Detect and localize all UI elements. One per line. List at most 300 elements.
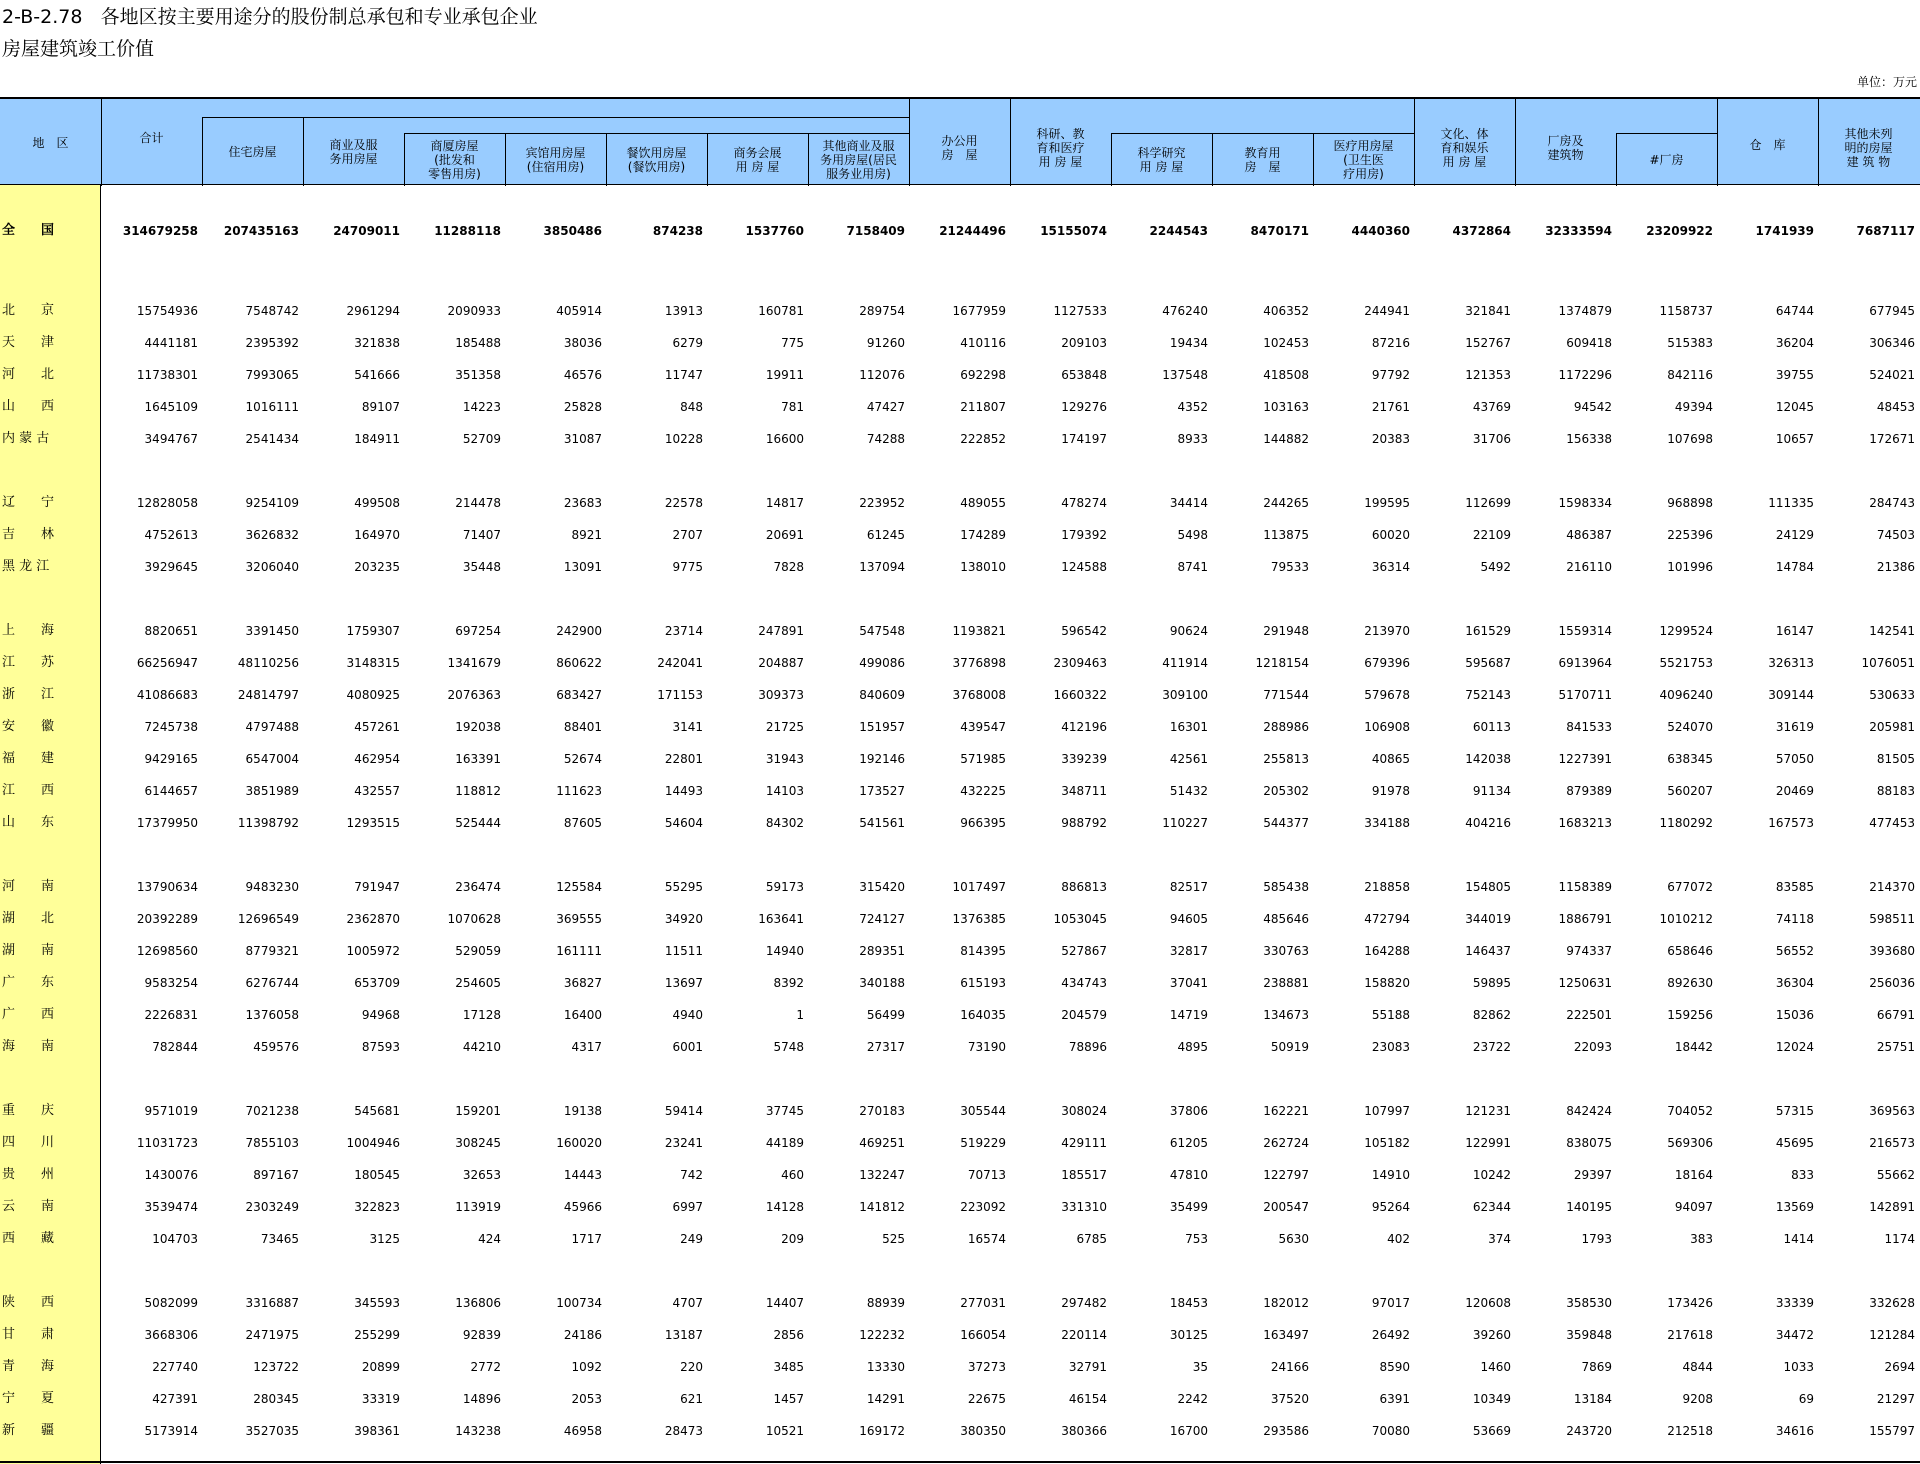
- value-cell: 842424: [1566, 1104, 1612, 1118]
- value-cell: 59414: [664, 1104, 703, 1118]
- value-cell: 123722: [253, 1360, 299, 1374]
- value-cell: 17128: [462, 1008, 501, 1022]
- value-cell: 9429165: [144, 752, 198, 766]
- value-cell: 374: [1488, 1232, 1511, 1246]
- value-cell: 22093: [1573, 1040, 1612, 1054]
- region-name: 上 海: [2, 623, 55, 638]
- region-name: 山 西: [2, 399, 55, 414]
- value-cell: 132247: [859, 1168, 905, 1182]
- value-cell: 137094: [859, 560, 905, 574]
- value-cell: 71407: [462, 528, 501, 542]
- table-row: [0, 967, 1920, 999]
- value-cell: 2362870: [346, 912, 400, 926]
- value-cell: 897167: [253, 1168, 299, 1182]
- value-cell: 289754: [859, 304, 905, 318]
- value-cell: 37520: [1270, 1392, 1309, 1406]
- value-cell: 57050: [1775, 752, 1814, 766]
- region-name: 重 庆: [2, 1103, 55, 1118]
- value-cell: 638345: [1667, 752, 1713, 766]
- value-cell: 3206040: [245, 560, 299, 574]
- table-row: [0, 775, 1920, 807]
- value-cell: 291948: [1263, 624, 1309, 638]
- table-row: [0, 1319, 1920, 1351]
- value-cell: 4895: [1177, 1040, 1208, 1054]
- value-cell: 18164: [1674, 1168, 1713, 1182]
- value-cell: 11738301: [136, 368, 198, 382]
- value-cell: 42561: [1169, 752, 1208, 766]
- value-cell: 4940: [672, 1008, 703, 1022]
- region-name: 广 西: [2, 1007, 55, 1022]
- value-cell: 112076: [859, 368, 905, 382]
- value-cell: 974337: [1566, 944, 1612, 958]
- value-cell: 87216: [1371, 336, 1410, 350]
- value-cell: 14817: [765, 496, 804, 510]
- value-cell: 579678: [1364, 688, 1410, 702]
- value-cell: 598511: [1869, 912, 1915, 926]
- header-factory-sub: #厂房: [1649, 152, 1684, 167]
- value-cell: 16400: [563, 1008, 602, 1022]
- header-office: 办公用 房 屋: [941, 133, 978, 162]
- value-cell: 833: [1791, 1168, 1814, 1182]
- value-cell: 5521753: [1659, 656, 1713, 670]
- value-cell: 1016111: [245, 400, 299, 414]
- table-row: [0, 1031, 1920, 1063]
- value-cell: 2309463: [1053, 656, 1107, 670]
- region-name: 湖 北: [2, 911, 55, 926]
- value-cell: 7687117: [1856, 224, 1915, 238]
- value-cell: 1537760: [745, 224, 804, 238]
- value-cell: 242041: [657, 656, 703, 670]
- value-cell: 48453: [1876, 400, 1915, 414]
- value-cell: 23083: [1371, 1040, 1410, 1054]
- value-cell: 44210: [462, 1040, 501, 1054]
- value-cell: 462954: [354, 752, 400, 766]
- value-cell: 7158409: [846, 224, 905, 238]
- table-row: [0, 1191, 1920, 1223]
- value-cell: 1172296: [1558, 368, 1612, 382]
- value-cell: 5082099: [144, 1296, 198, 1310]
- value-cell: 10349: [1472, 1392, 1511, 1406]
- table-row: [0, 871, 1920, 903]
- value-cell: 70713: [967, 1168, 1006, 1182]
- value-cell: 879389: [1566, 784, 1612, 798]
- value-cell: 1293515: [346, 816, 400, 830]
- value-cell: 1759307: [346, 624, 400, 638]
- value-cell: 82517: [1169, 880, 1208, 894]
- table-row: [0, 1223, 1920, 1255]
- value-cell: 5498: [1177, 528, 1208, 542]
- value-cell: 4441181: [144, 336, 198, 350]
- value-cell: 1886791: [1558, 912, 1612, 926]
- value-cell: 315420: [859, 880, 905, 894]
- value-cell: 121353: [1465, 368, 1511, 382]
- value-cell: 21386: [1876, 560, 1915, 574]
- value-cell: 94097: [1674, 1200, 1713, 1214]
- header-hotel: 宾馆用房屋 (住宿用房): [525, 145, 586, 174]
- value-cell: 3148315: [346, 656, 400, 670]
- value-cell: 122991: [1465, 1136, 1511, 1150]
- value-cell: 31943: [765, 752, 804, 766]
- table-row: [0, 1127, 1920, 1159]
- value-cell: 15036: [1775, 1008, 1814, 1022]
- value-cell: 60113: [1472, 720, 1511, 734]
- value-cell: 146437: [1465, 944, 1511, 958]
- value-cell: 37745: [765, 1104, 804, 1118]
- value-cell: 56552: [1775, 944, 1814, 958]
- value-cell: 692298: [960, 368, 1006, 382]
- value-cell: 37806: [1169, 1104, 1208, 1118]
- table-row: [0, 679, 1920, 711]
- value-cell: 36304: [1775, 976, 1814, 990]
- value-cell: 18442: [1674, 1040, 1713, 1054]
- value-cell: 13790634: [136, 880, 198, 894]
- value-cell: 3125: [369, 1232, 400, 1246]
- value-cell: 45695: [1775, 1136, 1814, 1150]
- value-cell: 160781: [758, 304, 804, 318]
- value-cell: 14443: [563, 1168, 602, 1182]
- value-cell: 159256: [1667, 1008, 1713, 1022]
- value-cell: 326313: [1768, 656, 1814, 670]
- value-cell: 14103: [765, 784, 804, 798]
- value-cell: 3850486: [543, 224, 602, 238]
- value-cell: 683427: [556, 688, 602, 702]
- value-cell: 7855103: [245, 1136, 299, 1150]
- value-cell: 334188: [1364, 816, 1410, 830]
- value-cell: 179392: [1061, 528, 1107, 542]
- value-cell: 22578: [664, 496, 703, 510]
- value-cell: 615193: [960, 976, 1006, 990]
- value-cell: 23714: [664, 624, 703, 638]
- value-cell: 48110256: [237, 656, 299, 670]
- value-cell: 91978: [1371, 784, 1410, 798]
- value-cell: 55295: [664, 880, 703, 894]
- value-cell: 74288: [866, 432, 905, 446]
- value-cell: 1180292: [1659, 816, 1713, 830]
- value-cell: 293586: [1263, 1424, 1309, 1438]
- value-cell: 309144: [1768, 688, 1814, 702]
- value-cell: 154805: [1465, 880, 1511, 894]
- value-cell: 8779321: [245, 944, 299, 958]
- value-cell: 8921: [571, 528, 602, 542]
- value-cell: 192038: [455, 720, 501, 734]
- table-bottom-border: [0, 1461, 1920, 1463]
- value-cell: 90624: [1169, 624, 1208, 638]
- value-cell: 3391450: [245, 624, 299, 638]
- value-cell: 159201: [455, 1104, 501, 1118]
- value-cell: 12828058: [136, 496, 198, 510]
- value-cell: 156338: [1566, 432, 1612, 446]
- value-cell: 838075: [1566, 1136, 1612, 1150]
- value-cell: 527867: [1061, 944, 1107, 958]
- value-cell: 427391: [152, 1392, 198, 1406]
- value-cell: 11031723: [136, 1136, 198, 1150]
- value-cell: 585438: [1263, 880, 1309, 894]
- value-cell: 13330: [866, 1360, 905, 1374]
- value-cell: 20469: [1775, 784, 1814, 798]
- value-cell: 56499: [866, 1008, 905, 1022]
- value-cell: 306346: [1869, 336, 1915, 350]
- value-cell: 163391: [455, 752, 501, 766]
- value-cell: 121284: [1869, 1328, 1915, 1342]
- value-cell: 44189: [765, 1136, 804, 1150]
- value-cell: 142038: [1465, 752, 1511, 766]
- value-cell: 541561: [859, 816, 905, 830]
- table-row: [0, 295, 1920, 327]
- value-cell: 92839: [462, 1328, 501, 1342]
- value-cell: 1376385: [952, 912, 1006, 926]
- value-cell: 460: [781, 1168, 804, 1182]
- value-cell: 12698560: [136, 944, 198, 958]
- value-cell: 541666: [354, 368, 400, 382]
- value-cell: 12696549: [237, 912, 299, 926]
- value-cell: 9775: [672, 560, 703, 574]
- value-cell: 309373: [758, 688, 804, 702]
- table-row: [0, 391, 1920, 423]
- value-cell: 782844: [152, 1040, 198, 1054]
- value-cell: 791947: [354, 880, 400, 894]
- value-cell: 184911: [354, 432, 400, 446]
- region-name: 黑 龙 江: [2, 559, 50, 574]
- value-cell: 95264: [1371, 1200, 1410, 1214]
- value-cell: 14896: [462, 1392, 501, 1406]
- value-cell: 82862: [1472, 1008, 1511, 1022]
- value-cell: 180545: [354, 1168, 400, 1182]
- value-cell: 10521: [765, 1424, 804, 1438]
- value-cell: 236474: [455, 880, 501, 894]
- value-cell: 169172: [859, 1424, 905, 1438]
- value-cell: 104703: [152, 1232, 198, 1246]
- table-row: [0, 1095, 1920, 1127]
- value-cell: 14223: [462, 400, 501, 414]
- value-cell: 21725: [765, 720, 804, 734]
- value-cell: 340188: [859, 976, 905, 990]
- value-cell: 94605: [1169, 912, 1208, 926]
- value-cell: 848: [680, 400, 703, 414]
- value-cell: 102453: [1263, 336, 1309, 350]
- value-cell: 14784: [1775, 560, 1814, 574]
- value-cell: 1414: [1783, 1232, 1814, 1246]
- value-cell: 15155074: [1040, 224, 1107, 238]
- value-cell: 124588: [1061, 560, 1107, 574]
- value-cell: 3929645: [144, 560, 198, 574]
- value-cell: 6391: [1379, 1392, 1410, 1406]
- value-cell: 143238: [455, 1424, 501, 1438]
- value-cell: 2471975: [245, 1328, 299, 1342]
- value-cell: 569306: [1667, 1136, 1713, 1150]
- header-sci-edu-med: 科研、教 育和医疗 用 房 屋: [1036, 126, 1085, 169]
- value-cell: 3316887: [245, 1296, 299, 1310]
- value-cell: 1376058: [245, 1008, 299, 1022]
- value-cell: 15754936: [136, 304, 198, 318]
- value-cell: 34920: [664, 912, 703, 926]
- value-cell: 173426: [1667, 1296, 1713, 1310]
- value-cell: 46154: [1068, 1392, 1107, 1406]
- table-row: [0, 551, 1920, 583]
- header-residential: 住宅房屋: [228, 144, 277, 159]
- value-cell: 107698: [1667, 432, 1713, 446]
- value-cell: 988792: [1061, 816, 1107, 830]
- value-cell: 697254: [455, 624, 501, 638]
- value-cell: 842116: [1667, 368, 1713, 382]
- value-cell: 595687: [1465, 656, 1511, 670]
- value-cell: 13184: [1573, 1392, 1612, 1406]
- value-cell: 775: [781, 336, 804, 350]
- value-cell: 9483230: [245, 880, 299, 894]
- value-cell: 1158389: [1558, 880, 1612, 894]
- value-cell: 87605: [563, 816, 602, 830]
- value-cell: 24709011: [333, 224, 400, 238]
- value-cell: 222852: [960, 432, 1006, 446]
- value-cell: 677072: [1667, 880, 1713, 894]
- value-cell: 100734: [556, 1296, 602, 1310]
- value-cell: 107997: [1364, 1104, 1410, 1118]
- table-row: [0, 999, 1920, 1031]
- table-row: [0, 1415, 1920, 1447]
- table-id: 2-B-2.78: [2, 6, 83, 28]
- value-cell: 1070628: [447, 912, 501, 926]
- value-cell: 262724: [1263, 1136, 1309, 1150]
- value-cell: 192146: [859, 752, 905, 766]
- value-cell: 309100: [1162, 688, 1208, 702]
- value-cell: 205302: [1263, 784, 1309, 798]
- value-cell: 11398792: [237, 816, 299, 830]
- value-cell: 874238: [652, 224, 703, 238]
- value-cell: 2961294: [346, 304, 400, 318]
- region-name: 河 北: [2, 367, 55, 382]
- value-cell: 164970: [354, 528, 400, 542]
- value-cell: 247891: [758, 624, 804, 638]
- value-cell: 204579: [1061, 1008, 1107, 1022]
- value-cell: 1460: [1480, 1360, 1511, 1374]
- value-cell: 66791: [1876, 1008, 1915, 1022]
- value-cell: 22675: [967, 1392, 1006, 1406]
- value-cell: 46576: [563, 368, 602, 382]
- value-cell: 968898: [1667, 496, 1713, 510]
- value-cell: 3668306: [144, 1328, 198, 1342]
- value-cell: 24166: [1270, 1360, 1309, 1374]
- value-cell: 38036: [563, 336, 602, 350]
- value-cell: 161529: [1465, 624, 1511, 638]
- value-cell: 6547004: [245, 752, 299, 766]
- value-cell: 13569: [1775, 1200, 1814, 1214]
- value-cell: 220114: [1061, 1328, 1107, 1342]
- value-cell: 9583254: [144, 976, 198, 990]
- value-cell: 432557: [354, 784, 400, 798]
- value-cell: 51432: [1169, 784, 1208, 798]
- value-cell: 217618: [1667, 1328, 1713, 1342]
- region-name: 内 蒙 古: [2, 431, 50, 446]
- value-cell: 171153: [657, 688, 703, 702]
- value-cell: 14291: [866, 1392, 905, 1406]
- value-cell: 14910: [1371, 1168, 1410, 1182]
- value-cell: 7828: [773, 560, 804, 574]
- value-cell: 8820651: [144, 624, 198, 638]
- value-cell: 348711: [1061, 784, 1107, 798]
- value-cell: 32791: [1068, 1360, 1107, 1374]
- value-cell: 270183: [859, 1104, 905, 1118]
- value-cell: 6144657: [144, 784, 198, 798]
- value-cell: 216573: [1869, 1136, 1915, 1150]
- value-cell: 22109: [1472, 528, 1511, 542]
- value-cell: 41086683: [136, 688, 198, 702]
- value-cell: 14719: [1169, 1008, 1208, 1022]
- value-cell: 160020: [556, 1136, 602, 1150]
- value-cell: 547548: [859, 624, 905, 638]
- value-cell: 402: [1387, 1232, 1410, 1246]
- value-cell: 162221: [1263, 1104, 1309, 1118]
- value-cell: 380350: [960, 1424, 1006, 1438]
- value-cell: 199595: [1364, 496, 1410, 510]
- value-cell: 1174: [1884, 1232, 1915, 1246]
- table-row: [0, 1159, 1920, 1191]
- value-cell: 238881: [1263, 976, 1309, 990]
- header-region: 地 区: [32, 135, 69, 150]
- value-cell: 6785: [1076, 1232, 1107, 1246]
- region-name: 青 海: [2, 1359, 55, 1374]
- value-cell: 7993065: [245, 368, 299, 382]
- value-cell: 204887: [758, 656, 804, 670]
- value-cell: 383: [1690, 1232, 1713, 1246]
- value-cell: 2226831: [144, 1008, 198, 1022]
- value-cell: 3141: [672, 720, 703, 734]
- value-cell: 14493: [664, 784, 703, 798]
- value-cell: 255299: [354, 1328, 400, 1342]
- value-cell: 1193821: [952, 624, 1006, 638]
- value-cell: 410116: [960, 336, 1006, 350]
- value-cell: 2541434: [245, 432, 299, 446]
- value-cell: 21761: [1371, 400, 1410, 414]
- value-cell: 52674: [563, 752, 602, 766]
- value-cell: 314679258: [122, 224, 198, 238]
- value-cell: 332628: [1869, 1296, 1915, 1310]
- value-cell: 16600: [765, 432, 804, 446]
- table-row: [0, 903, 1920, 935]
- value-cell: 1227391: [1558, 752, 1612, 766]
- value-cell: 45966: [563, 1200, 602, 1214]
- value-cell: 23722: [1472, 1040, 1511, 1054]
- value-cell: 530633: [1869, 688, 1915, 702]
- value-cell: 499086: [859, 656, 905, 670]
- value-cell: 62344: [1472, 1200, 1511, 1214]
- value-cell: 209103: [1061, 336, 1107, 350]
- value-cell: 94968: [361, 1008, 400, 1022]
- value-cell: 724127: [859, 912, 905, 926]
- value-cell: 20691: [765, 528, 804, 542]
- value-cell: 2694: [1884, 1360, 1915, 1374]
- value-cell: 129276: [1061, 400, 1107, 414]
- value-cell: 12024: [1775, 1040, 1814, 1054]
- value-cell: 5492: [1480, 560, 1511, 574]
- value-cell: 73190: [967, 1040, 1006, 1054]
- value-cell: 4797488: [245, 720, 299, 734]
- value-cell: 213970: [1364, 624, 1410, 638]
- value-cell: 21297: [1876, 1392, 1915, 1406]
- value-cell: 545681: [354, 1104, 400, 1118]
- value-cell: 20899: [361, 1360, 400, 1374]
- value-cell: 36827: [563, 976, 602, 990]
- value-cell: 7869: [1581, 1360, 1612, 1374]
- table-row: [0, 615, 1920, 647]
- header-catering: 餐饮用房屋 (餐饮用房): [626, 145, 687, 174]
- value-cell: 1341679: [447, 656, 501, 670]
- value-cell: 212518: [1667, 1424, 1713, 1438]
- value-cell: 524070: [1667, 720, 1713, 734]
- table-row: [0, 647, 1920, 679]
- value-cell: 134673: [1263, 1008, 1309, 1022]
- value-cell: 74118: [1775, 912, 1814, 926]
- value-cell: 81505: [1876, 752, 1915, 766]
- value-cell: 223952: [859, 496, 905, 510]
